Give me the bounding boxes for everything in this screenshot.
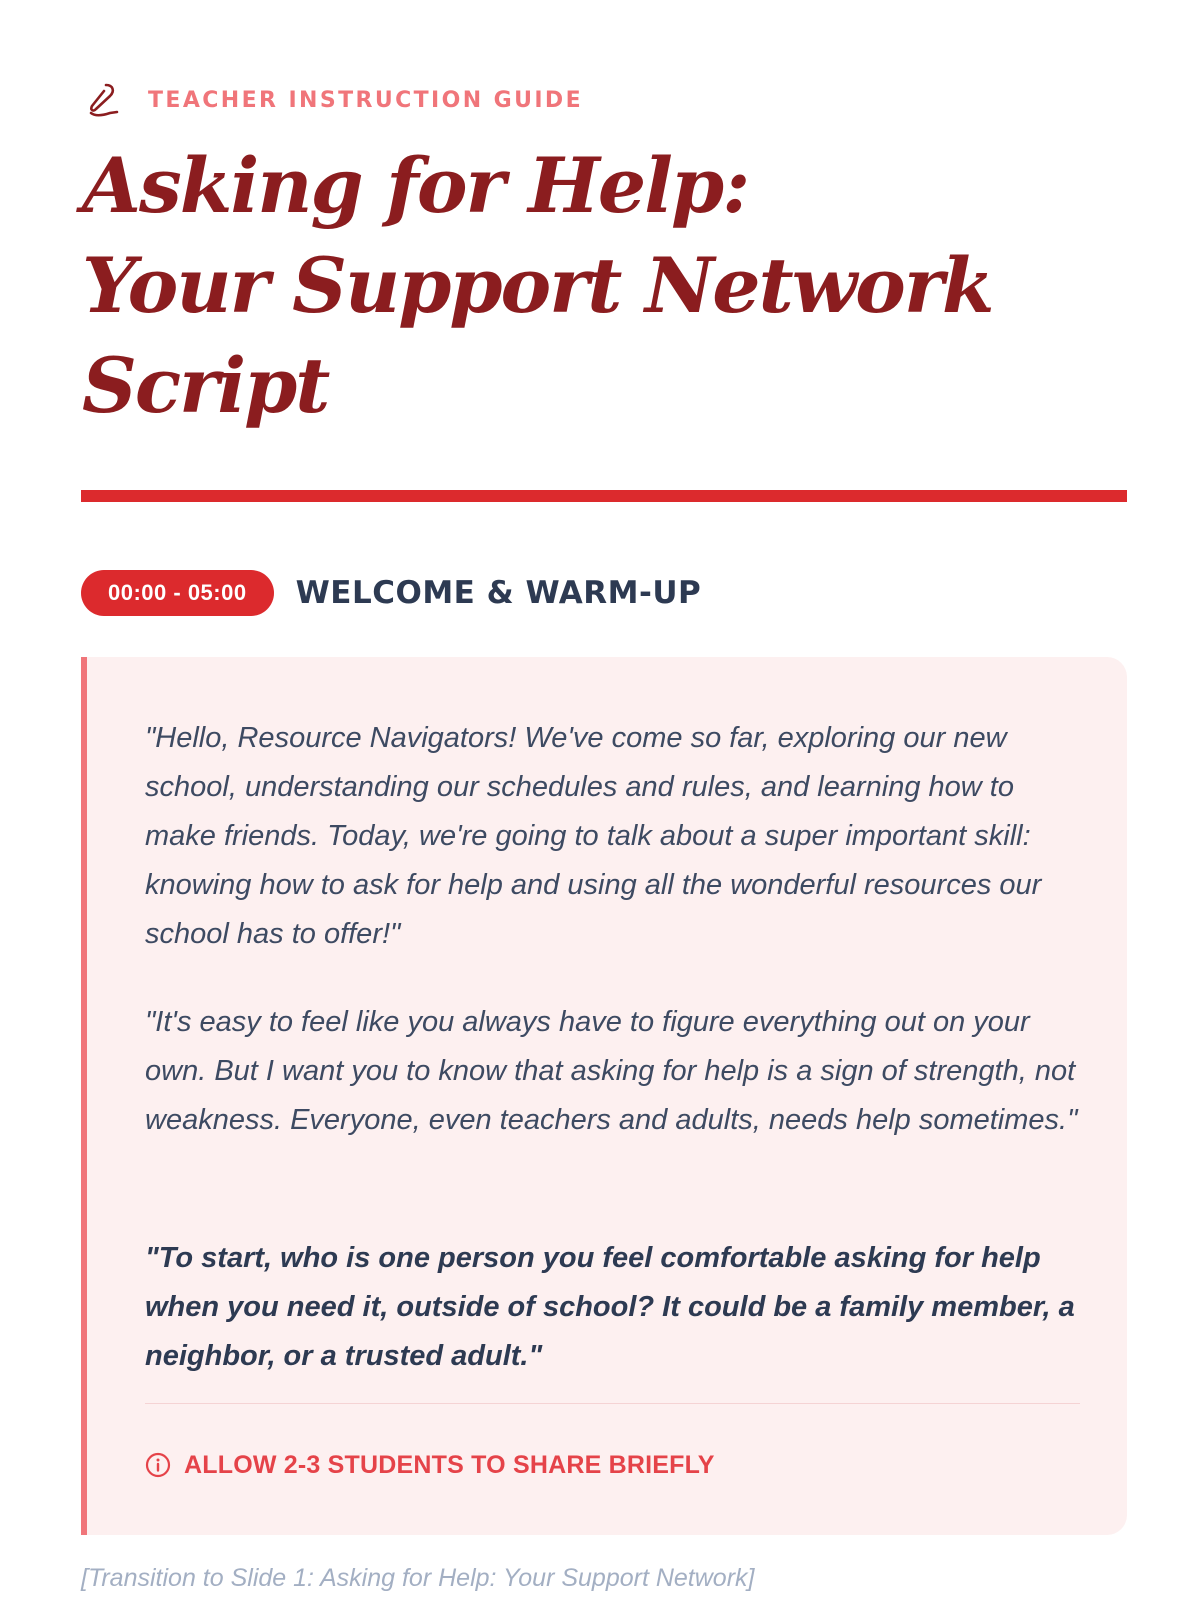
title-line-3: Script — [82, 341, 329, 430]
script-paragraph: "It's easy to feel like you always have to figure everything out on your own. But I want you to know that asking for help is a sign of strength, not weakness. Everyone, even teachers and adults, needs help sometimes." — [145, 1006, 1078, 1136]
script-card — [81, 657, 1127, 1535]
teacher-note-text: ALLOW 2-3 STUDENTS TO SHARE BRIEFLY — [184, 1450, 715, 1479]
title-line-2: Your Support Network — [82, 241, 993, 330]
pen-nib-icon — [86, 82, 120, 118]
page-title — [82, 136, 1132, 436]
eyebrow-label: TEACHER INSTRUCTION GUIDE — [148, 87, 584, 113]
section-header — [81, 570, 701, 616]
transition-note: [Transition to Slide 1: Asking for Help: Your Support Network] — [81, 1564, 755, 1592]
info-icon — [145, 1452, 171, 1478]
guide-eyebrow — [86, 82, 583, 118]
time-range-badge: 00:00 - 05:00 — [81, 570, 274, 616]
title-line-1: Asking for Help: — [82, 141, 749, 230]
card-divider — [145, 1403, 1080, 1404]
script-paragraph: "Hello, Resource Navigators! We've come so far, exploring our new school, understanding our schedules and rules, and learning how to make friends. Today, we're going to talk about a super important skill: knowing how to ask for help and using all the wonderful resources our school has to offer!" — [145, 722, 1042, 950]
teacher-note — [145, 1449, 715, 1481]
script-question: "To start, who is one person you feel comfortable asking for help when you need it, outside of school? It could be a family member, a neighbor, or a trusted adult." — [145, 1242, 1075, 1372]
title-divider — [81, 490, 1127, 502]
section-title: WELCOME & WARM-UP — [295, 575, 702, 611]
